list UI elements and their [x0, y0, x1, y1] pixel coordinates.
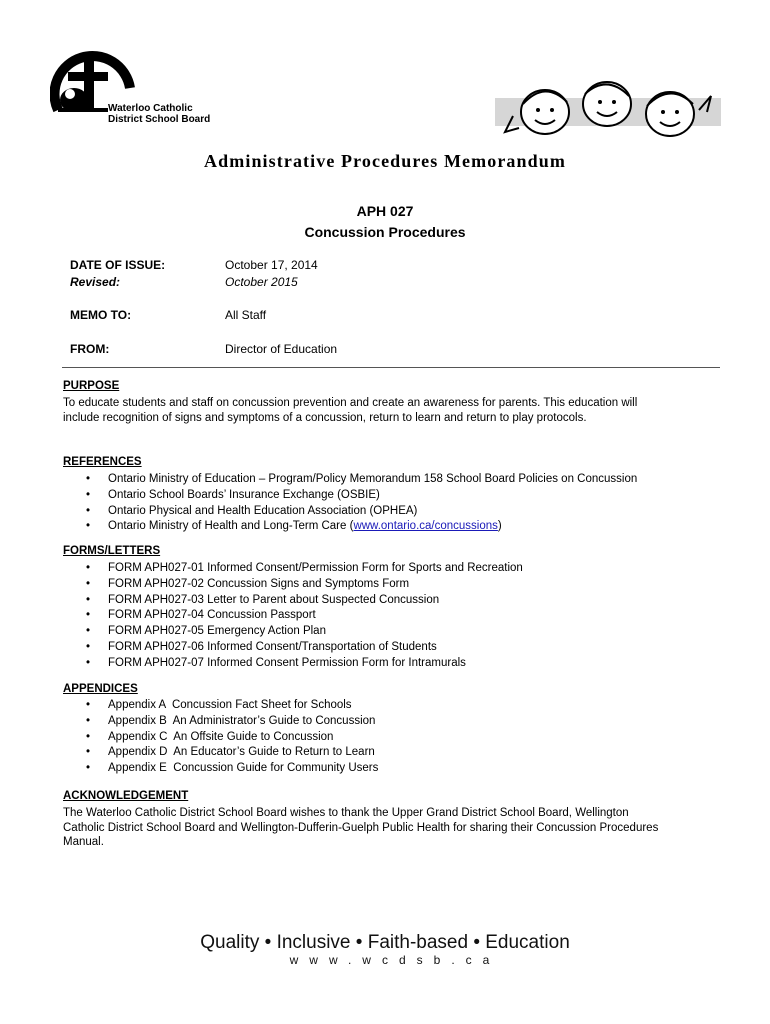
bullet-icon: • — [86, 520, 91, 533]
list-item: • FORM APH027-06 Informed Consent/Transportation of Students — [63, 640, 523, 656]
acknowledgement-heading: ACKNOWLEDGEMENT — [63, 790, 189, 802]
purpose-text — [63, 396, 723, 426]
from-value: Director of Education — [225, 342, 338, 356]
references-heading: REFERENCES — [63, 456, 142, 468]
list-item: • Ontario Ministry of Education – Program/Policy Memorandum 158 School Board Policies on Concussion — [63, 472, 637, 488]
date-of-issue-value: October 17, 2014 — [225, 258, 318, 272]
purpose-line-1: To educate students and staff on concussion prevention and create an awareness for parents. This education will — [63, 397, 638, 409]
memo-to-value: All Staff — [225, 308, 267, 322]
list-item: • Appendix B An Administrator’s Guide to Concussion — [63, 714, 378, 730]
list-item: • Appendix E Concussion Guide for Community Users — [63, 761, 378, 777]
bullet-icon: • — [86, 609, 91, 622]
list-item: • Ontario School Boards’ Insurance Exchange (OSBIE) — [63, 488, 637, 504]
list-item: • FORM APH027-01 Informed Consent/Permission Form for Sports and Recreation — [63, 561, 523, 577]
bullet-icon: • — [86, 562, 91, 574]
organization-name — [108, 103, 210, 125]
org-line-1: Waterloo Catholic — [108, 103, 193, 114]
children-illustration — [495, 76, 721, 140]
acknowledgement-line-2: Catholic District School Board and Wellington-Dufferin-Guelph Public Health for sharing their Concussion Procedures — [63, 821, 659, 834]
bullet-icon: • — [86, 656, 91, 669]
footer-tagline: Quality • Inclusive • Faith-based • Education — [200, 932, 570, 953]
appendices-list — [63, 698, 378, 777]
list-item: • FORM APH027-07 Informed Consent Permission Form for Intramurals — [63, 656, 523, 672]
list-item: • FORM APH027-04 Concussion Passport — [63, 608, 523, 624]
purpose-heading: PURPOSE — [63, 380, 120, 392]
bullet-icon: • — [86, 473, 91, 485]
bullet-icon: • — [86, 577, 91, 590]
header-divider — [62, 367, 720, 368]
revised-value: October 2015 — [225, 275, 298, 289]
acknowledgement-line-3: Manual. — [63, 836, 104, 848]
from-label: FROM: — [70, 342, 110, 356]
bullet-icon: • — [86, 730, 91, 743]
footer-website: www.wcdsb.ca — [289, 953, 501, 967]
bullet-icon: • — [86, 593, 91, 606]
revised-label: Revised: — [70, 275, 121, 289]
bullet-icon: • — [86, 699, 91, 711]
acknowledgement-text — [63, 806, 723, 850]
list-item: • Appendix A Concussion Fact Sheet for Schools — [63, 698, 378, 714]
references-list — [63, 472, 637, 535]
bullet-icon: • — [86, 762, 91, 775]
concussions-link[interactable]: www.ontario.ca/concussions — [353, 520, 498, 533]
memo-to-label: MEMO TO: — [70, 308, 132, 322]
list-item: • FORM APH027-03 Letter to Parent about Suspected Concussion — [63, 593, 523, 609]
appendices-heading: APPENDICES — [63, 683, 138, 695]
date-of-issue-label: DATE OF ISSUE: — [70, 258, 166, 272]
list-item: • Ontario Physical and Health Education Association (OPHEA) — [63, 504, 637, 520]
procedure-code: APH 027 — [356, 203, 414, 219]
list-item: • Appendix C An Offsite Guide to Concussion — [63, 730, 378, 746]
list-item: • FORM APH027-02 Concussion Signs and Symptoms Form — [63, 577, 523, 593]
list-item: • FORM APH027-05 Emergency Action Plan — [63, 624, 523, 640]
forms-heading: FORMS/LETTERS — [63, 545, 161, 557]
purpose-line-2: include recognition of signs and symptoms of a concussion, return to learn and return to play protocols. — [63, 412, 587, 424]
bullet-icon: • — [86, 714, 91, 727]
org-line-2: District School Board — [108, 114, 211, 125]
bullet-icon: • — [86, 488, 91, 501]
list-item: • Appendix D An Educator’s Guide to Return to Learn — [63, 745, 378, 761]
bullet-icon: • — [86, 640, 91, 653]
procedure-title: Concussion Procedures — [304, 224, 466, 240]
list-item: • Ontario Ministry of Health and Long-Term Care (www.ontario.ca/concussions) — [63, 519, 637, 535]
forms-list — [63, 561, 523, 672]
acknowledgement-line-1: The Waterloo Catholic District School Board wishes to thank the Upper Grand District School Board, Wellington — [63, 807, 629, 819]
bullet-icon: • — [86, 504, 91, 517]
bullet-icon: • — [86, 625, 91, 638]
memo-title: Administrative Procedures Memorandum — [204, 151, 566, 171]
bullet-icon: • — [86, 746, 91, 759]
